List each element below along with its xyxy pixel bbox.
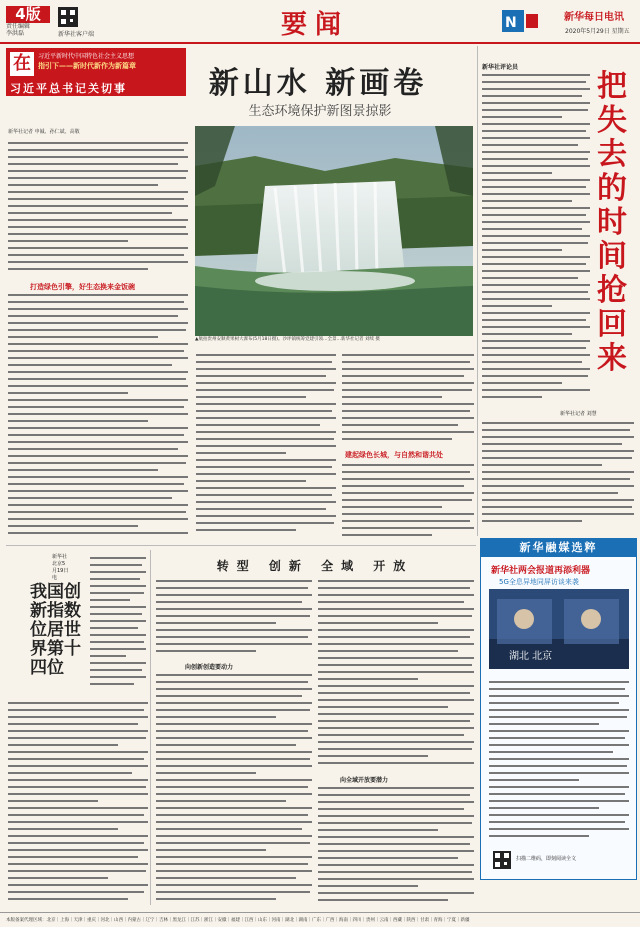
- lead-subtitle1: 打造绿色引擎，好生态换来金饭碗: [30, 283, 135, 291]
- innovation-body-side: [90, 555, 146, 695]
- ad-body: [489, 679, 629, 844]
- divider-vertical: [477, 46, 478, 536]
- innovation-dateline: 新华社北京5月19日电: [52, 554, 69, 581]
- transform-body-c: [318, 578, 474, 770]
- banner-line1: 习近平新时代中国特色社会主义思想: [38, 53, 135, 60]
- editor-name: 李洪磊: [6, 30, 25, 37]
- xinhua-logo: [58, 7, 128, 37]
- page-footer: 本版备案代理区域：北京｜上海｜天津｜重庆｜河北｜山西｜内蒙古｜辽宁｜吉林｜黑龙江｜江苏｜浙江｜安徽｜福建｜江西｜山东｜河南｜湖北｜湖南｜广东｜广西｜海南｜四川｜贵州｜云南｜西藏｜陕西｜甘肃｜青海｜宁夏｜新疆: [0, 912, 640, 927]
- waterfall-photo: [195, 126, 473, 336]
- edition-box: [6, 6, 50, 38]
- lead-headline: 新山水 新画卷: [208, 66, 428, 101]
- editor-label: 责任编辑: [6, 23, 31, 30]
- qr-code-icon: [58, 7, 82, 27]
- commentary-body-2: [482, 420, 634, 530]
- banner-line2: 指引下——新时代新作为新篇章: [38, 62, 136, 70]
- innovation-body: [8, 700, 148, 905]
- paper-date: [565, 26, 630, 35]
- transform-title: 转型 创新 全域 开放: [216, 559, 414, 573]
- divider-horizontal: [6, 545, 476, 546]
- lead-body-col1b: [8, 292, 188, 537]
- lead-body-col3a: [342, 352, 474, 447]
- transform-body-a: [156, 578, 312, 653]
- commentary-body: [482, 72, 590, 402]
- commentary-title: 把失去的时间抢回来: [597, 69, 627, 376]
- ad-qr-code-icon[interactable]: [493, 851, 511, 869]
- paper-logo-icon: [500, 6, 540, 36]
- lead-body-col2: [196, 352, 336, 538]
- lead-subtitle2: 建起绿色长城，与自然和谐共处: [345, 451, 443, 459]
- column-banner: [6, 48, 186, 96]
- ad-box[interactable]: [480, 538, 637, 880]
- section-title: 要闻: [280, 10, 349, 40]
- innovation-body-a: [8, 555, 28, 575]
- transform-sub2: 向全域开放要潜力: [340, 777, 389, 784]
- ad-sub: 5G全息异地同屏访谈来袭: [499, 578, 579, 586]
- photo-caption: ▲航拍贵州安顺黄果树大瀑布(5月18日摄)。沙坪镇统筹党建引领…全景…新华社记者 刘续 摄: [195, 337, 380, 342]
- ad-image-label: 湖北 北京: [509, 651, 553, 662]
- transform-body-d: [318, 785, 474, 907]
- ad-title[interactable]: 新华社两会报道再添利器: [491, 566, 591, 576]
- edition-number: 4版: [6, 6, 50, 23]
- commentary-author: 新华社记者 刘慧: [560, 411, 597, 417]
- ad-head: 新华融媒选粹: [481, 539, 636, 557]
- transform-sub1: 向创新创造要动力: [185, 664, 234, 671]
- lead-body-col1a: [8, 140, 188, 275]
- paper-name: 新华每日电讯: [564, 12, 624, 23]
- banner-line3: 习近平总书记关切事: [10, 82, 127, 95]
- lead-byline: 新华社记者 申铖、孙仁斌、高敬: [8, 129, 80, 135]
- weekday-text: 星期五: [611, 28, 630, 35]
- commentary-label: 新华社评论员: [482, 64, 519, 71]
- banner-big-char: 在: [10, 52, 34, 76]
- transform-body-b: [156, 672, 312, 907]
- divider-vertical-2: [150, 550, 151, 905]
- ad-qr-text: 扫描二维码，即刻阅读全文: [516, 856, 577, 862]
- lead-body-col3b: [342, 462, 474, 538]
- innovation-title: 我国创新指数位居世界第十四位: [30, 582, 81, 678]
- svg-text:N: N: [505, 15, 517, 31]
- date-text: 2020年5月29日: [565, 28, 610, 35]
- ad-image[interactable]: [489, 589, 629, 669]
- lead-subhead: 生态环境保护新图景掠影: [248, 104, 392, 119]
- xinhua-logo-text: 新华社客户端: [58, 31, 95, 38]
